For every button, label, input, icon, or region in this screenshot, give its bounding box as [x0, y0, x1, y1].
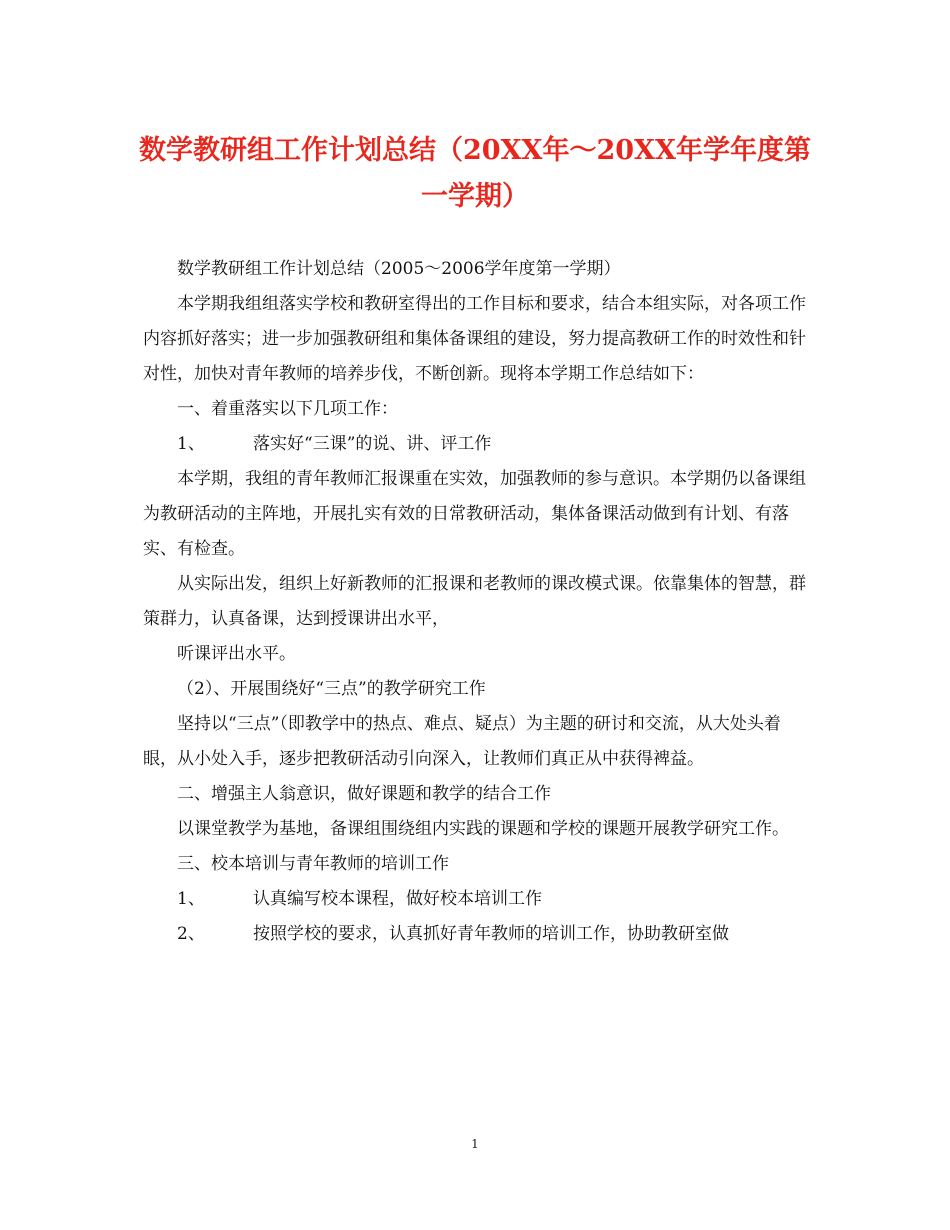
numbered-item: 1、 落实好“三课”的说、讲、评工作	[143, 427, 808, 462]
paragraph: 本学期，我组的青年教师汇报课重在实效，加强教师的参与意识。本学期仍以备课组为教研活动的主阵地，开展扎实有效的日常教研活动，集体备课活动做到有计划、有落实、有检查。	[143, 469, 806, 559]
paragraph: 本学期我组组落实学校和教研室得出的工作目标和要求，结合本组实际，对各项工作内容抓好落实；进一步加强教研组和集体备课组的建设，努力提高教研工作的时效性和针对性，加快对青年教师的培养步伐，不断创新。现将本学期工作总结如下：	[143, 294, 806, 384]
section-heading: 二、增强主人翁意识，做好课题和教学的结合工作	[177, 784, 551, 804]
document-title: 数学教研组工作计划总结（20XX年～20XX年学年度第一学期）	[139, 135, 811, 212]
item-number: 1、	[177, 434, 205, 454]
paragraph: 听课评出水平。	[177, 644, 296, 664]
section-heading: 一、着重落实以下几项工作：	[177, 399, 398, 419]
paragraph: 数学教研组工作计划总结（2005～2006学年度第一学期）	[177, 259, 621, 279]
subsection-heading: （2）、开展围绕好“三点”的教学研究工作	[177, 679, 486, 699]
document-body	[143, 252, 808, 952]
numbered-item: 2、 按照学校的要求，认真抓好青年教师的培训工作，协助教研室做	[143, 917, 808, 952]
paragraph: 从实际出发，组织上好新教师的汇报课和老教师的课改模式课。依靠集体的智慧，群策群力，认真备课，达到授课讲出水平，	[143, 574, 806, 629]
item-number: 1、	[177, 889, 205, 909]
item-number: 2、	[177, 924, 205, 944]
paragraph: 坚持以“三点”（即教学中的热点、难点、疑点）为主题的研讨和交流，从大处头着眼，从小处入手，逐步把教研活动引向深入，让教师们真正从中获得裨益。	[143, 714, 781, 769]
numbered-item: 1、 认真编写校本课程，做好校本培训工作	[143, 882, 808, 917]
page-number: 1	[471, 1137, 479, 1151]
section-heading: 三、校本培训与青年教师的培训工作	[177, 854, 449, 874]
paragraph: 以课堂教学为基地，备课组围绕组内实践的课题和学校的课题开展教学研究工作。	[177, 819, 789, 839]
